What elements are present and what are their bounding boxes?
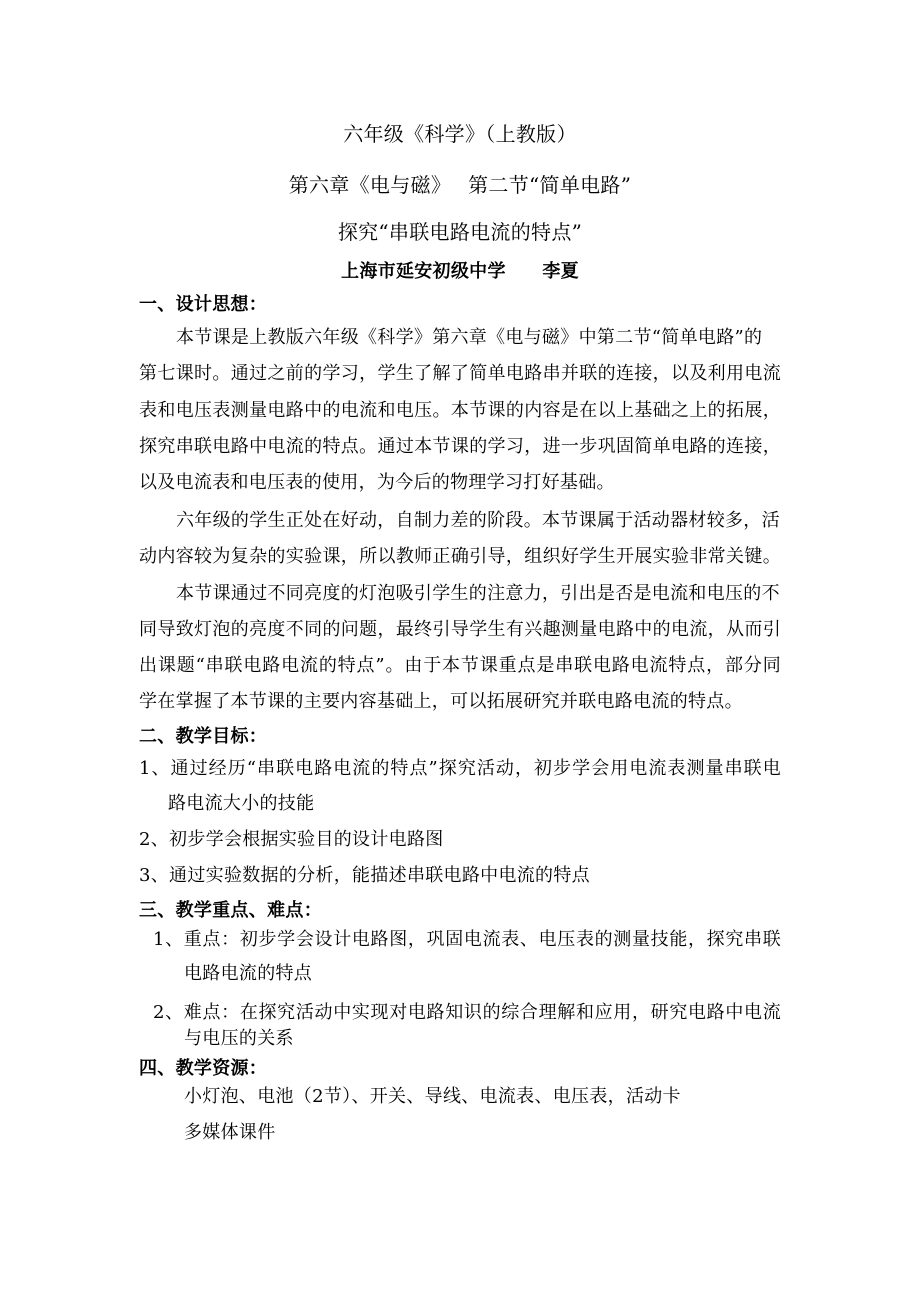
section2-item1-line1: 1、通过经历“串联电路电流的特点”探究活动，初步学会用电流表测量串联电	[139, 758, 781, 779]
section1-p1-line3: 表和电压表测量电路中的电流和电压。本节课的内容是在以上基础之上的拓展，	[139, 400, 781, 421]
section3-item1-line1: 1、重点：初步学会设计电路图，巩固电流表、电压表的测量技能，探究串联	[153, 929, 781, 950]
title-line-3: 探究“串联电路电流的特点”	[337, 220, 583, 244]
section3-item2-line2: 与电压的关系	[184, 1028, 294, 1049]
section2-item1-line2: 路电流大小的技能	[168, 793, 315, 814]
section2-item2: 2、初步学会根据实验目的设计电路图	[139, 829, 444, 850]
title-line-1: 六年级《科学》（上教版）	[343, 122, 577, 146]
section2-item3: 3、通过实验数据的分析，能描述串联电路中电流的特点	[139, 865, 590, 886]
section1-heading: 一、设计思想：	[139, 294, 268, 315]
section1-p1-line1: 本节课是上教版六年级《科学》第六章《电与磁》中第二节“简单电路”的	[176, 327, 763, 348]
section4-item1: 小灯泡、电池（2节）、开关、导线、电流表、电压表，活动卡	[184, 1086, 681, 1107]
section1-p1-line4: 探究串联电路中电流的特点。通过本节课的学习，进一步巩固简单电路的连接，	[139, 436, 781, 457]
section1-p1-line2: 第七课时。通过之前的学习，学生了解了简单电路串并联的连接，以及利用电流	[139, 363, 781, 384]
section1-p3-line3: 出课题“串联电路电流的特点”。由于本节课重点是串联电路电流特点，部分同	[139, 655, 781, 676]
section2-heading: 二、教学目标：	[139, 726, 268, 747]
section1-p2-line2: 动内容较为复杂的实验课，所以教师正确引导，组织好学生开展实验非常关键。	[139, 546, 781, 567]
section3-item1-line2: 电路电流的特点	[184, 963, 313, 984]
section4-heading: 四、教学资源：	[139, 1058, 268, 1079]
section1-p3-line1: 本节课通过不同亮度的灯泡吸引学生的注意力，引出是否是电流和电压的不	[176, 583, 780, 604]
title-line-2: 第六章《电与磁》 第二节“简单电路”	[288, 173, 632, 197]
section4-item2: 多媒体课件	[184, 1122, 276, 1143]
section1-p3-line4: 学在掌握了本节课的主要内容基础上，可以拓展研究并联电路电流的特点。	[139, 691, 743, 712]
section1-p3-line2: 同导致灯泡的亮度不同的问题，最终引导学生有兴趣测量电路中的电流，从而引	[139, 619, 781, 640]
author-line: 上海市延安初级中学 李夏	[341, 261, 579, 282]
section3-heading: 三、教学重点、难点：	[139, 900, 322, 921]
section3-item2-line1: 2、难点：在探究活动中实现对电路知识的综合理解和应用，研究电路中电流	[153, 1002, 781, 1023]
section1-p1-line5: 以及电流表和电压表的使用，为今后的物理学习打好基础。	[139, 472, 615, 493]
section1-p2-line1: 六年级的学生正处在好动，自制力差的阶段。本节课属于活动器材较多，活	[176, 510, 780, 531]
